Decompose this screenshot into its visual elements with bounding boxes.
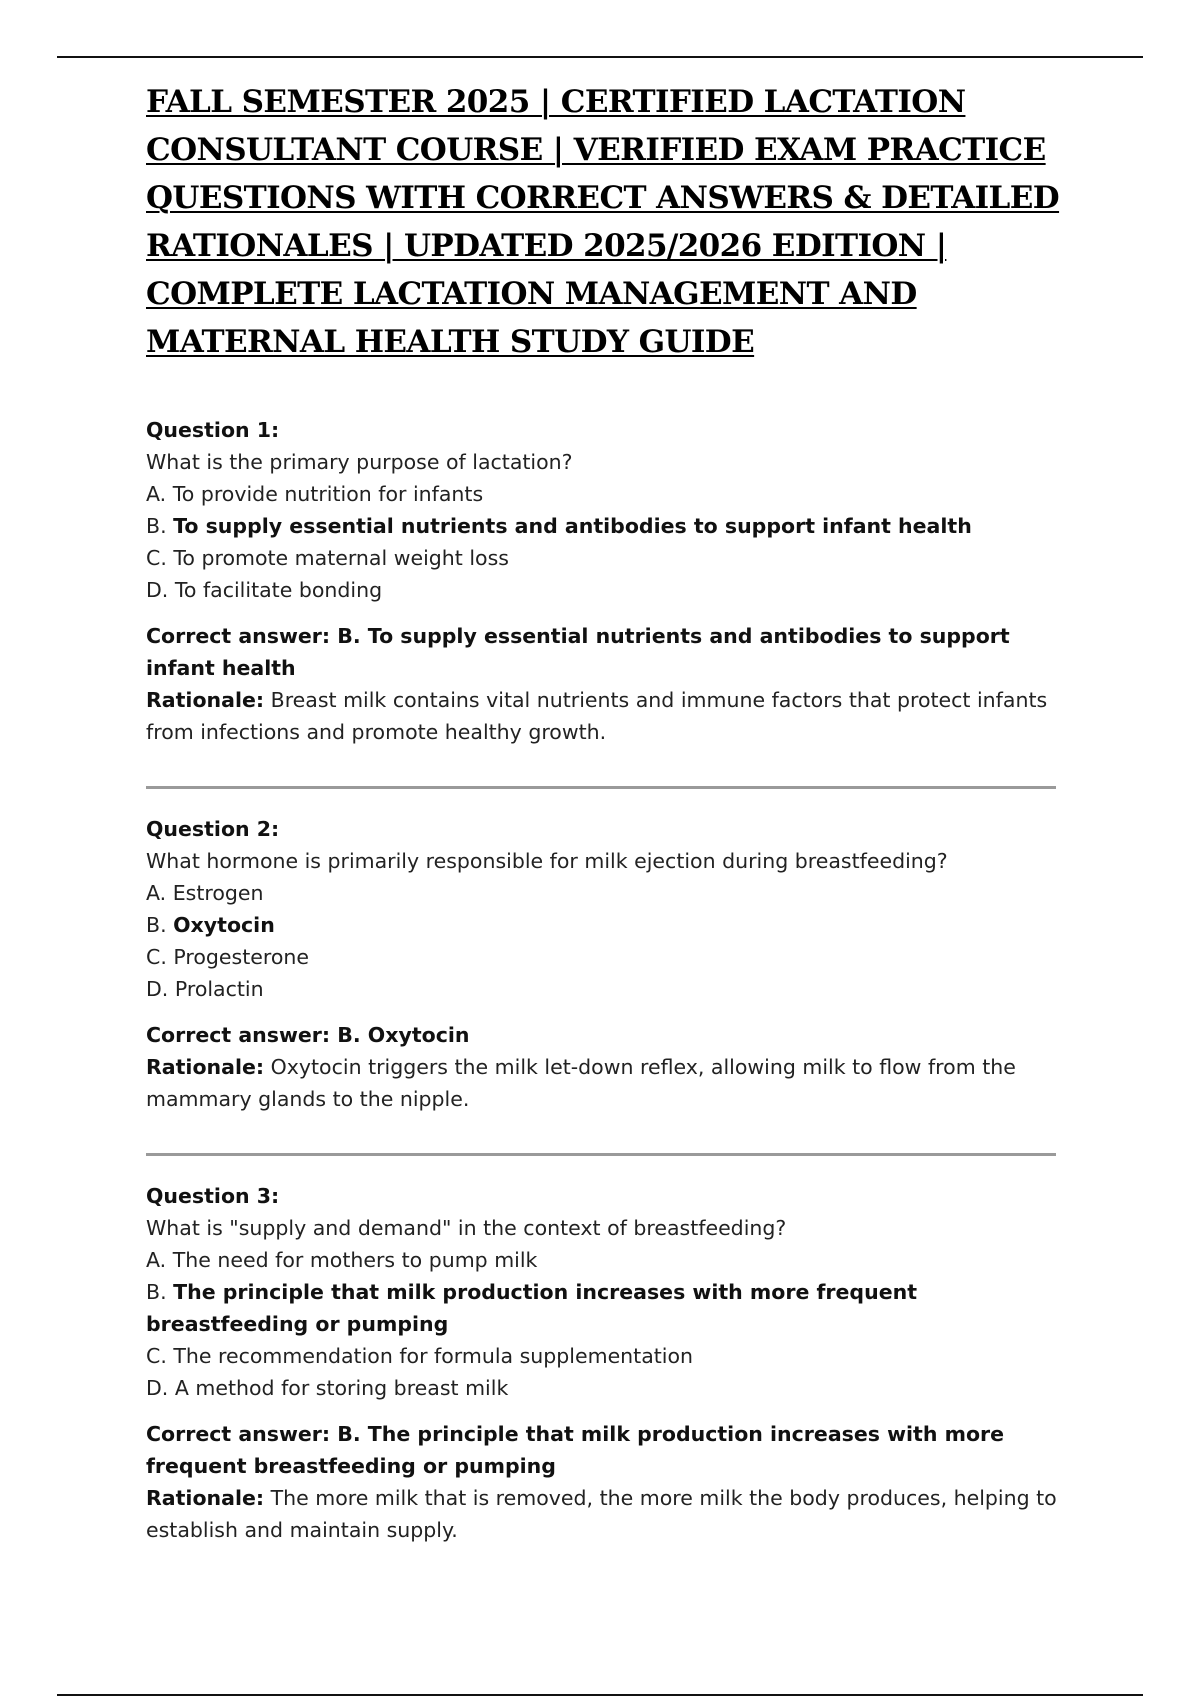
answer-block — [146, 1019, 1066, 1115]
option-text-correct: The principle that milk production increases with more frequent breastfeeding or pumping — [146, 1280, 918, 1336]
option-b — [146, 1276, 1066, 1340]
title-line: FALL SEMESTER 2025 | CERTIFIED LACTATION — [146, 84, 966, 120]
option-c — [146, 1340, 1066, 1372]
question-2 — [146, 813, 1066, 1115]
section-divider — [146, 1153, 1056, 1156]
section-divider — [146, 786, 1056, 789]
correct-answer: Correct answer: B. Oxytocin — [146, 1023, 470, 1047]
option-b — [146, 909, 1066, 941]
title-line: MATERNAL HEALTH STUDY GUIDE — [146, 324, 755, 360]
top-rule — [57, 56, 1143, 58]
rationale-label: Rationale: — [146, 1486, 265, 1510]
option-d — [146, 973, 1066, 1005]
rationale — [146, 684, 1066, 748]
option-text: To facilitate bonding — [174, 578, 383, 602]
option-letter: D. — [146, 977, 169, 1001]
option-text-correct: Oxytocin — [173, 913, 275, 937]
rationale — [146, 1051, 1066, 1115]
option-letter: C. — [146, 546, 167, 570]
option-a — [146, 877, 1066, 909]
option-text: A method for storing breast milk — [174, 1376, 509, 1400]
option-letter: D. — [146, 1376, 169, 1400]
rationale — [146, 1482, 1066, 1546]
option-text: To provide nutrition for infants — [172, 482, 484, 506]
answer-block — [146, 1418, 1066, 1546]
rationale-text: The more milk that is removed, the more milk the body produces, helping to establish and maintain supply. — [146, 1486, 1057, 1542]
option-letter: C. — [146, 1344, 167, 1368]
option-text: The recommendation for formula supplementation — [173, 1344, 694, 1368]
bottom-rule — [57, 1694, 1143, 1696]
option-text-correct: To supply essential nutrients and antibodies to support infant health — [173, 514, 972, 538]
question-3 — [146, 1180, 1066, 1546]
title-line: CONSULTANT COURSE | VERIFIED EXAM PRACTICE — [146, 132, 1046, 168]
rationale-text: Breast milk contains vital nutrients and immune factors that protect infants from infections and promote healthy growth. — [146, 688, 1048, 744]
correct-answer: Correct answer: B. To supply essential nutrients and antibodies to support infant health — [146, 624, 1010, 680]
option-text: Estrogen — [172, 881, 264, 905]
question-1 — [146, 414, 1066, 748]
option-text: Progesterone — [173, 945, 309, 969]
option-c — [146, 941, 1066, 973]
answer-block — [146, 620, 1066, 748]
option-letter: D. — [146, 578, 169, 602]
question-text: What hormone is primarily responsible for milk ejection during breastfeeding? — [146, 849, 948, 873]
option-b — [146, 510, 1066, 542]
title-line: RATIONALES | UPDATED 2025/2026 EDITION | — [146, 228, 947, 264]
document-title — [146, 78, 1066, 366]
rationale-label: Rationale: — [146, 688, 265, 712]
question-text: What is the primary purpose of lactation? — [146, 450, 573, 474]
option-d — [146, 574, 1066, 606]
rationale-label: Rationale: — [146, 1055, 265, 1079]
option-letter: B. — [146, 913, 167, 937]
option-letter: C. — [146, 945, 167, 969]
option-letter: B. — [146, 1280, 167, 1304]
option-text: Prolactin — [174, 977, 264, 1001]
option-a — [146, 1244, 1066, 1276]
correct-answer: Correct answer: B. The principle that milk production increases with more frequent breastfeeding or pumping — [146, 1422, 1005, 1478]
question-heading: Question 3: — [146, 1184, 280, 1208]
question-text: What is "supply and demand" in the context of breastfeeding? — [146, 1216, 787, 1240]
question-heading: Question 1: — [146, 418, 280, 442]
option-letter: A. — [146, 881, 167, 905]
rationale-text: Oxytocin triggers the milk let-down reflex, allowing milk to flow from the mammary glands to the nipple. — [146, 1055, 1016, 1111]
option-letter: B. — [146, 514, 167, 538]
title-line: QUESTIONS WITH CORRECT ANSWERS & DETAILED — [146, 180, 1060, 216]
title-line: COMPLETE LACTATION MANAGEMENT AND — [146, 276, 917, 312]
option-c — [146, 542, 1066, 574]
option-text: To promote maternal weight loss — [173, 546, 509, 570]
question-heading: Question 2: — [146, 817, 280, 841]
option-letter: A. — [146, 482, 167, 506]
option-a — [146, 478, 1066, 510]
option-d — [146, 1372, 1066, 1404]
document-body — [146, 78, 1066, 1546]
option-text: The need for mothers to pump milk — [172, 1248, 538, 1272]
option-letter: A. — [146, 1248, 167, 1272]
